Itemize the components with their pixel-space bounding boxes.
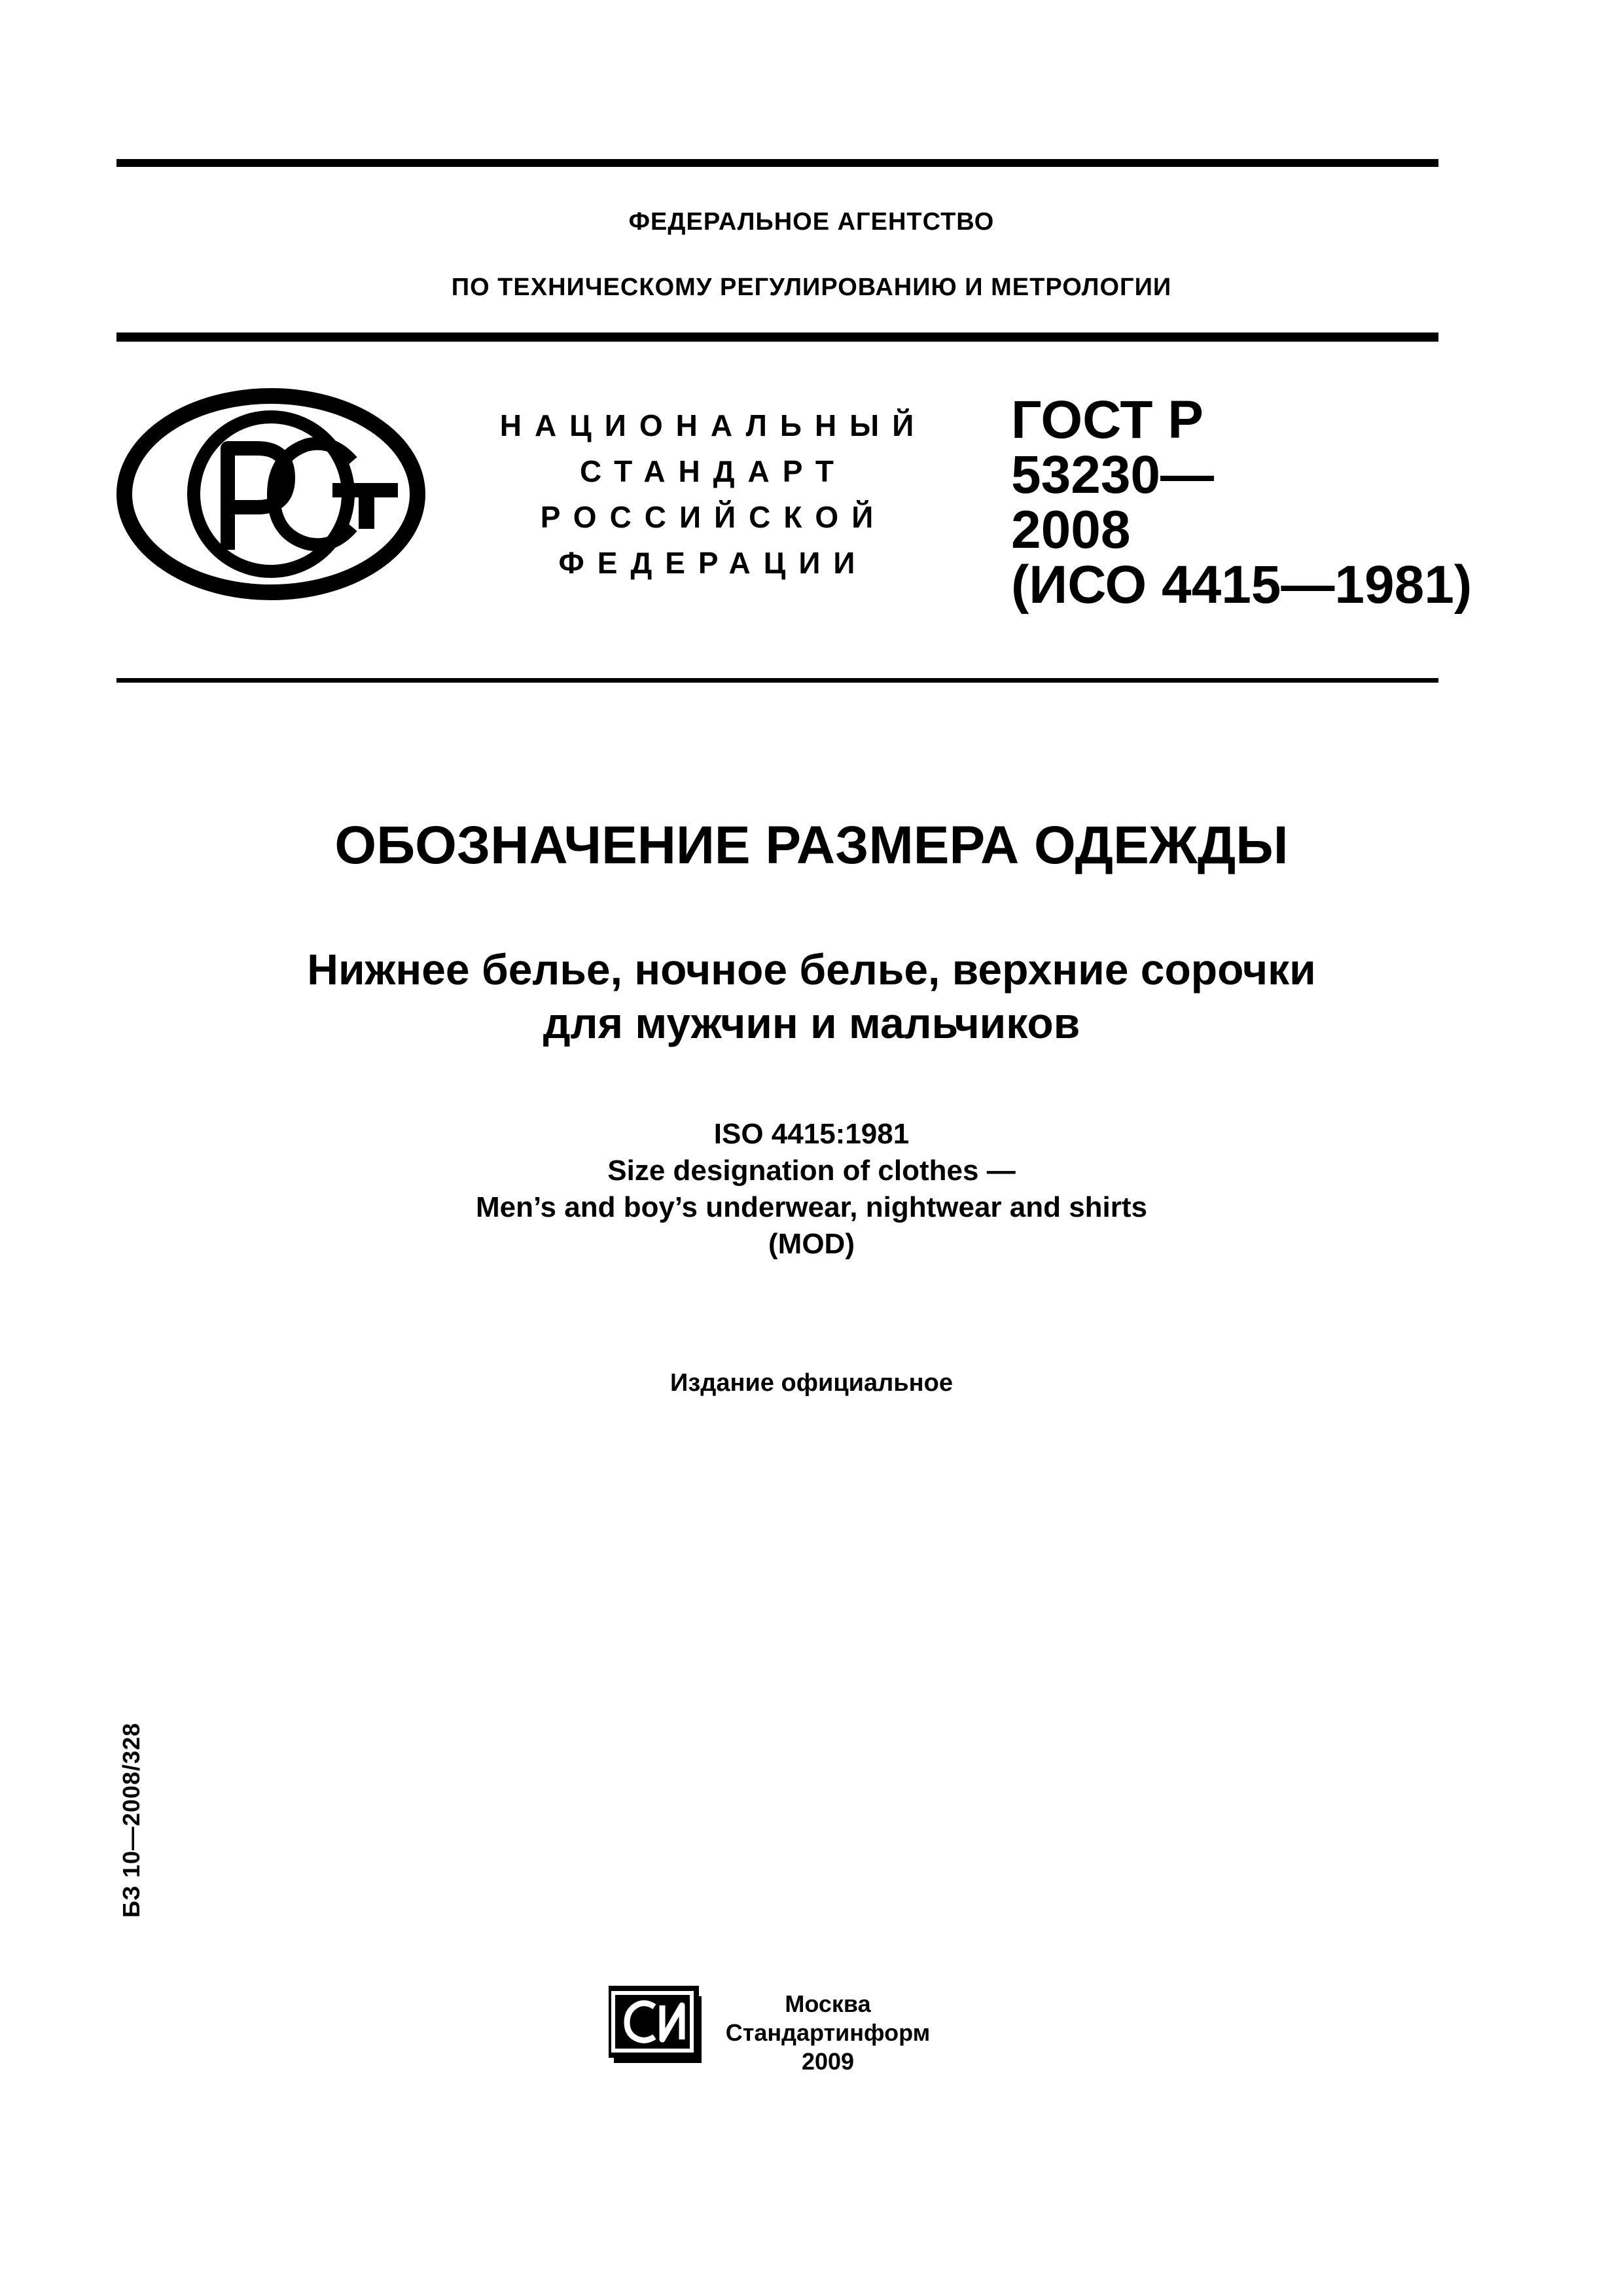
iso-line-2: Size designation of clothes — bbox=[607, 1155, 1016, 1187]
top-rule bbox=[116, 159, 1438, 167]
national-line-4: ФЕДЕРАЦИИ bbox=[558, 546, 868, 580]
publisher-city: Москва bbox=[785, 1990, 871, 2017]
publisher-year: 2009 bbox=[801, 2048, 855, 2075]
national-line-3: РОССИЙСКОЙ bbox=[540, 500, 887, 534]
iso-line-3: Men’s and boy’s underwear, nightwear and shirts bbox=[475, 1191, 1148, 1223]
agency-line-1: ФЕДЕРАЛЬНОЕ АГЕНТСТВО bbox=[628, 208, 995, 236]
designation-line-3: 2008 bbox=[1011, 500, 1131, 560]
agency-line-2: ПО ТЕХНИЧЕСКОМУ РЕГУЛИРОВАНИЮ И МЕТРОЛОГИИ bbox=[451, 274, 1172, 301]
national-line-1: НАЦИОНАЛЬНЫЙ bbox=[499, 408, 927, 442]
header-bottom-rule bbox=[116, 332, 1438, 342]
rst-logo-icon bbox=[116, 386, 425, 602]
document-title: ОБОЗНАЧЕНИЕ РАЗМЕРА ОДЕЖДЫ bbox=[334, 816, 1289, 875]
publisher-block bbox=[720, 1990, 936, 2076]
national-standard-label bbox=[491, 403, 936, 586]
edition-label: Издание официальное bbox=[670, 1369, 953, 1397]
document-subtitle bbox=[0, 942, 1623, 1050]
subtitle-line-2: для мужчин и мальчиков bbox=[543, 999, 1080, 1047]
standartinform-logo-icon bbox=[609, 1983, 707, 2068]
iso-line-1: ISO 4415:1981 bbox=[713, 1118, 910, 1150]
designation-line-4: (ИСО 4415—1981) bbox=[1011, 555, 1472, 615]
iso-line-4: (MOD) bbox=[768, 1228, 855, 1260]
national-line-2: СТАНДАРТ bbox=[580, 454, 847, 488]
designation-bottom-rule bbox=[116, 678, 1438, 683]
designation-line-2: 53230— bbox=[1011, 445, 1215, 505]
subtitle-line-1: Нижнее белье, ночное белье, верхние сорочки bbox=[307, 945, 1316, 994]
side-code-text: БЗ 10—2008/328 bbox=[118, 1722, 145, 1918]
iso-reference bbox=[0, 1116, 1623, 1263]
standard-designation bbox=[1011, 390, 1472, 615]
designation-line-1: ГОСТ Р bbox=[1011, 390, 1204, 450]
publisher-name: Стандартинформ bbox=[725, 2019, 931, 2046]
